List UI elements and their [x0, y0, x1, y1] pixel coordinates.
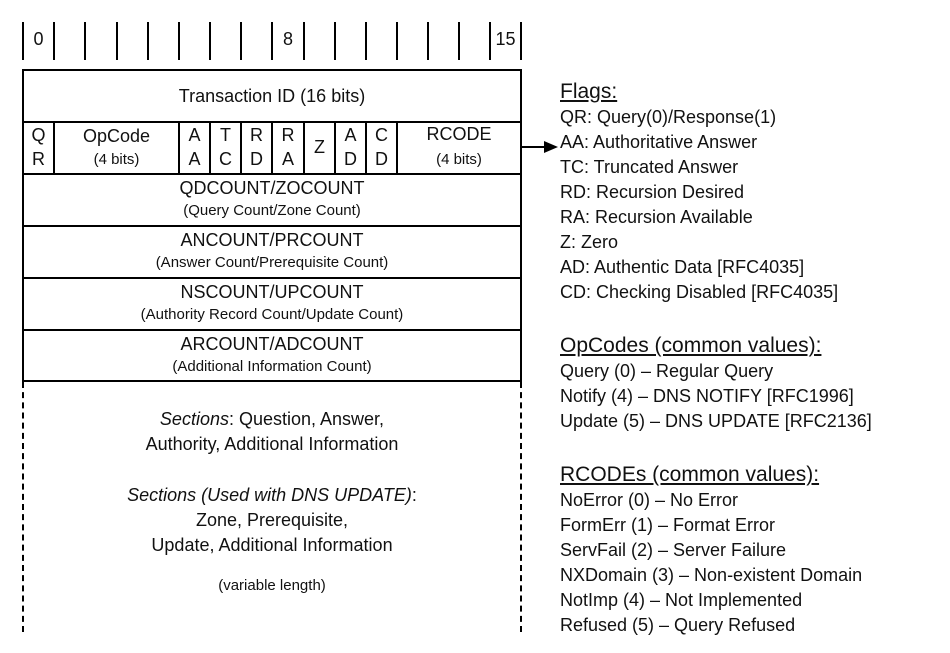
flags-legend: [560, 79, 940, 305]
legend-item: RA: Recursion Available: [560, 207, 753, 227]
opcodes-legend-title: OpCodes (common values):: [560, 334, 822, 357]
legend-item: CD: Checking Disabled [RFC4035]: [560, 282, 839, 302]
legend-item: Notify (4) – DNS NOTIFY [RFC1996]: [560, 386, 854, 406]
rcodes-legend-title: RCODEs (common values):: [560, 463, 820, 486]
transaction-id-field: Transaction ID (16 bits): [178, 86, 366, 106]
sections-line-5: Update, Additional Information: [151, 535, 393, 555]
bit-label-end: 15: [495, 29, 516, 49]
flags-legend-title: Flags:: [560, 80, 618, 103]
sections-line-1: Sections: Question, Answer,: [159, 409, 385, 429]
legend-item: ServFail (2) – Server Failure: [560, 540, 787, 560]
sections-line-2: Authority, Additional Information: [145, 434, 399, 454]
z-field: Z: [314, 137, 325, 157]
legend-item: Query (0) – Regular Query: [560, 361, 774, 381]
legend-item: AA: Authoritative Answer: [560, 132, 758, 152]
rcodes-legend: [560, 462, 940, 638]
variable-length-note: (variable length): [218, 577, 326, 594]
bit-label-start: 0: [33, 29, 44, 49]
legend-item: FormErr (1) – Format Error: [560, 515, 776, 535]
legend-item: NotImp (4) – Not Implemented: [560, 590, 803, 610]
legend-item: NoError (0) – No Error: [560, 490, 739, 510]
legend-item: TC: Truncated Answer: [560, 157, 739, 177]
legend-item: QR: Query(0)/Response(1): [560, 107, 777, 127]
legend-item: RD: Recursion Desired: [560, 182, 745, 202]
opcodes-legend: [560, 333, 940, 434]
legend-item: Update (5) – DNS UPDATE [RFC2136]: [560, 411, 872, 431]
bit-label-middle: 8: [282, 29, 293, 49]
sections-line-3: Sections (Used with DNS UPDATE):: [127, 485, 417, 505]
legend-item: Z: Zero: [560, 232, 619, 252]
legend-item: Refused (5) – Query Refused: [560, 615, 796, 635]
sections-line-4: Zone, Prerequisite,: [195, 510, 349, 530]
legend-item: AD: Authentic Data [RFC4035]: [560, 257, 805, 277]
flags-arrow: [520, 138, 560, 156]
legend-item: NXDomain (3) – Non-existent Domain: [560, 565, 863, 585]
